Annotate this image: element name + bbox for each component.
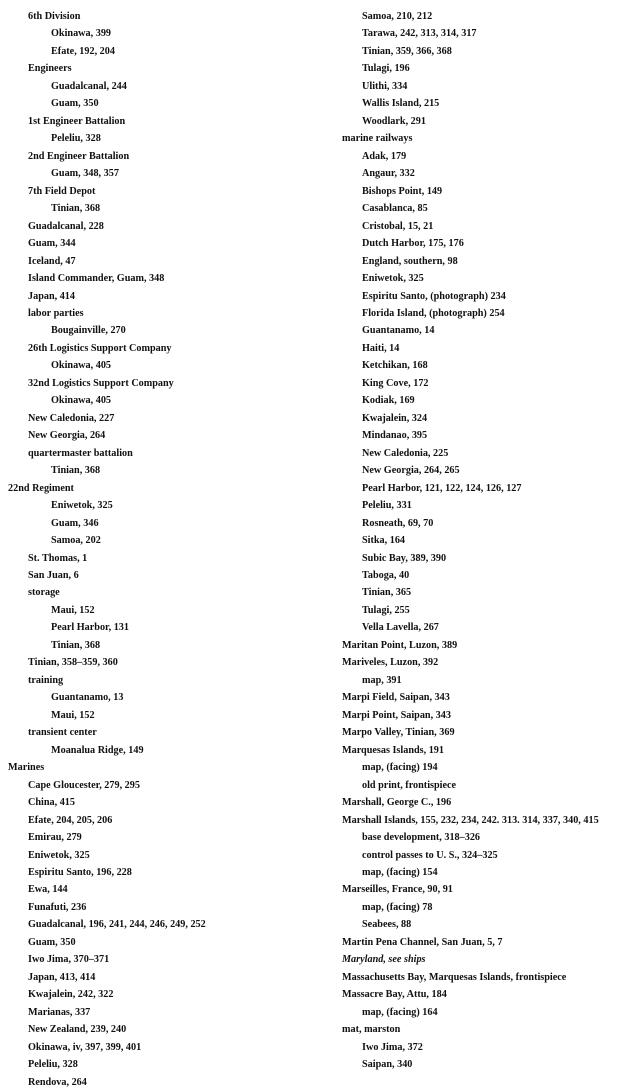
index-entry: Cristobal, 15, 21 [362, 220, 434, 232]
index-entry-italic-term: Maryland [342, 954, 384, 966]
index-entry: New Georgia, 264, 265 [362, 465, 460, 477]
index-entry: New Caledonia, 225 [362, 447, 449, 459]
index-entry: training [28, 674, 64, 686]
index-entry: map, (facing) 194 [362, 762, 438, 774]
index-entry: Guadalcanal, 244 [51, 80, 127, 92]
index-entry: Wallis Island, 215 [362, 98, 440, 110]
index-entry: 7th Field Depot [28, 185, 96, 197]
index-entry: Bougainville, 270 [51, 325, 126, 337]
index-column-right [342, 8, 638, 1074]
index-entry: Pearl Harbor, 121, 122, 124, 126, 127 [362, 482, 522, 494]
index-entry: Tinian, 358–359, 360 [28, 657, 118, 669]
index-entry: mat, marston [342, 1024, 401, 1036]
index-entry: Maui, 152 [51, 604, 95, 616]
index-entry: Adak, 179 [362, 150, 407, 162]
index-entry: Massacre Bay, Attu, 184 [342, 989, 447, 1001]
index-entry: Samoa, 202 [51, 535, 101, 547]
index-entry: Martin Pena Channel, San Juan, 5, 7 [342, 936, 503, 948]
index-entry: St. Thomas, 1 [28, 552, 88, 564]
index-entry: Iwo Jima, 370–371 [28, 954, 110, 966]
index-entry: Tinian, 365 [362, 587, 412, 599]
index-entry: Tinian, 368 [51, 639, 101, 651]
index-entry: Mariveles, Luzon, 392 [342, 657, 439, 669]
index-entry: Casablanca, 85 [362, 203, 428, 215]
index-entry: Peleliu, 331 [362, 500, 412, 512]
index-entry: Cape Gloucester, 279, 295 [28, 779, 140, 791]
index-entry: Ulithi, 334 [362, 80, 408, 92]
index-entry: Subic Bay, 389, 390 [362, 552, 447, 564]
index-entry: Ketchikan, 168 [362, 360, 428, 372]
index-entry: Funafuti, 236 [28, 901, 87, 913]
index-entry: Guam, 350 [28, 936, 76, 948]
index-entry: Haiti, 14 [362, 342, 400, 354]
index-entry: Okinawa, 405 [51, 360, 112, 372]
index-entry: Guam, 348, 357 [51, 168, 119, 180]
index-entry: Maritan Point, Luzon, 389 [342, 639, 458, 651]
index-entry: Eniwetok, 325 [362, 273, 424, 285]
index-entry: Tulagi, 255 [362, 604, 410, 616]
index-entry: Kodiak, 169 [362, 395, 415, 407]
index-entry: Efate, 192, 204 [51, 45, 115, 57]
index-entry: Maui, 152 [51, 709, 95, 721]
index-entry: Peleliu, 328 [51, 133, 101, 145]
index-entry: Marpi Field, Saipan, 343 [342, 692, 450, 704]
index-entry: Marquesas Islands, 191 [342, 744, 444, 756]
index-entry: Peleliu, 328 [28, 1059, 78, 1071]
index-entry: Tinian, 359, 366, 368 [362, 45, 452, 57]
index-entry: 1st Engineer Battalion [28, 115, 126, 127]
index-entry: Kwajalein, 242, 322 [28, 989, 114, 1001]
index-entry: Iwo Jima, 372 [362, 1041, 423, 1053]
index-entry: Guam, 350 [51, 98, 99, 110]
index-entry: England, southern, 98 [362, 255, 458, 267]
index-entry: map, (facing) 164 [362, 1006, 438, 1018]
index-entry: Guadalcanal, 228 [28, 220, 104, 232]
index-entry: Marshall Islands, 155, 232, 234, 242. 313. 314, 337, 340, 415 [342, 814, 599, 826]
index-entry: Eniwetok, 325 [51, 500, 113, 512]
index-entry: map, (facing) 78 [362, 901, 433, 913]
index-entry: New Caledonia, 227 [28, 412, 115, 424]
index-entry: Woodlark, 291 [362, 115, 426, 127]
index-entry: Engineers [28, 63, 72, 75]
index-entry: Pearl Harbor, 131 [51, 622, 129, 634]
index-entry: Moanalua Ridge, 149 [51, 744, 144, 756]
index-entry: Okinawa, 399 [51, 28, 112, 40]
index-entry [342, 951, 638, 968]
index-entry: King Cove, 172 [362, 377, 429, 389]
index-entry: 2nd Engineer Battalion [28, 150, 130, 162]
index-entry: Marpi Point, Saipan, 343 [342, 709, 451, 721]
index-entry: Marianas, 337 [28, 1006, 91, 1018]
index-entry: Rendova, 264 [28, 1076, 87, 1088]
index-entry: Eniwetok, 325 [28, 849, 90, 861]
index-entry: Guantanamo, 14 [362, 325, 435, 337]
index-entry: China, 415 [28, 797, 75, 809]
index-entry: Efate, 204, 205, 206 [28, 814, 113, 826]
index-entry: map, (facing) 154 [362, 866, 438, 878]
index-entry: Ewa, 144 [28, 884, 68, 896]
index-entry: Guam, 346 [51, 517, 99, 529]
index-entry: Iceland, 47 [28, 255, 76, 267]
index-entry: Tulagi, 196 [362, 63, 410, 75]
index-entry: Florida Island, (photograph) 254 [362, 307, 505, 319]
index-entry: labor parties [28, 307, 84, 319]
index-entry: Emirau, 279 [28, 832, 82, 844]
index-entry-crossref: , see ships [383, 954, 426, 966]
index-entry: map, 391 [362, 674, 402, 686]
index-entry: Island Commander, Guam, 348 [28, 273, 165, 285]
index-entry: Taboga, 40 [362, 570, 410, 581]
index-entry: Samoa, 210, 212 [362, 11, 433, 22]
index-entry: base development, 318–326 [362, 832, 481, 844]
index-entry: Guadalcanal, 196, 241, 244, 246, 249, 252 [28, 919, 206, 931]
index-entry: Espiritu Santo, 196, 228 [28, 866, 132, 878]
index-entry: Sitka, 164 [362, 535, 406, 547]
index-entry: Massachusetts Bay, Marquesas Islands, frontispiece [342, 971, 567, 983]
index-entry: Japan, 413, 414 [28, 971, 96, 983]
index-entry: Japan, 414 [28, 290, 75, 302]
index-entry: Marines [8, 762, 45, 774]
index-entry: Bishops Point, 149 [362, 185, 443, 197]
index-entry: Kwajalein, 324 [362, 412, 428, 424]
index-entry: Guantanamo, 13 [51, 692, 124, 704]
index-entry: transient center [28, 727, 97, 739]
index-entry: New Georgia, 264 [28, 430, 106, 442]
index-entry: New Zealand, 239, 240 [28, 1024, 127, 1036]
index-entry: Vella Lavella, 267 [362, 622, 439, 634]
index-entry: Guam, 344 [28, 238, 76, 250]
index-entry: control passes to U. S., 324–325 [362, 849, 498, 861]
index-entry: Okinawa, 405 [51, 395, 112, 407]
index-entry: 6th Division [28, 11, 81, 22]
index-entry: marine railways [342, 133, 413, 145]
index-entry: Espiritu Santo, (photograph) 234 [362, 290, 506, 302]
index-entry: Rosneath, 69, 70 [362, 517, 434, 529]
index-entry: storage [28, 587, 60, 599]
index-entry: Seabees, 88 [362, 919, 412, 931]
index-entry: Tinian, 368 [51, 203, 101, 215]
index-entry: old print, frontispiece [362, 779, 457, 791]
index-entry: Marseilles, France, 90, 91 [342, 884, 453, 896]
index-entry: 26th Logistics Support Company [28, 342, 172, 354]
index-entry: Marpo Valley, Tinian, 369 [342, 727, 455, 739]
index-entry: Dutch Harbor, 175, 176 [362, 238, 464, 250]
index-entry: Mindanao, 395 [362, 430, 428, 442]
index-entry: Saipan, 340 [362, 1059, 413, 1071]
index-entry: Angaur, 332 [362, 168, 415, 180]
index-entry: 22nd Regiment [8, 482, 74, 494]
index-entry: Marshall, George C., 196 [342, 797, 452, 809]
index-entry: Tarawa, 242, 313, 314, 317 [362, 28, 477, 40]
index-entry: Tinian, 368 [51, 465, 101, 477]
index-entry: San Juan, 6 [28, 570, 79, 581]
index-column-left [8, 8, 328, 1091]
index-entry: quartermaster battalion [28, 447, 133, 459]
index-entry: Okinawa, iv, 397, 399, 401 [28, 1041, 142, 1053]
index-entry: 32nd Logistics Support Company [28, 377, 174, 389]
